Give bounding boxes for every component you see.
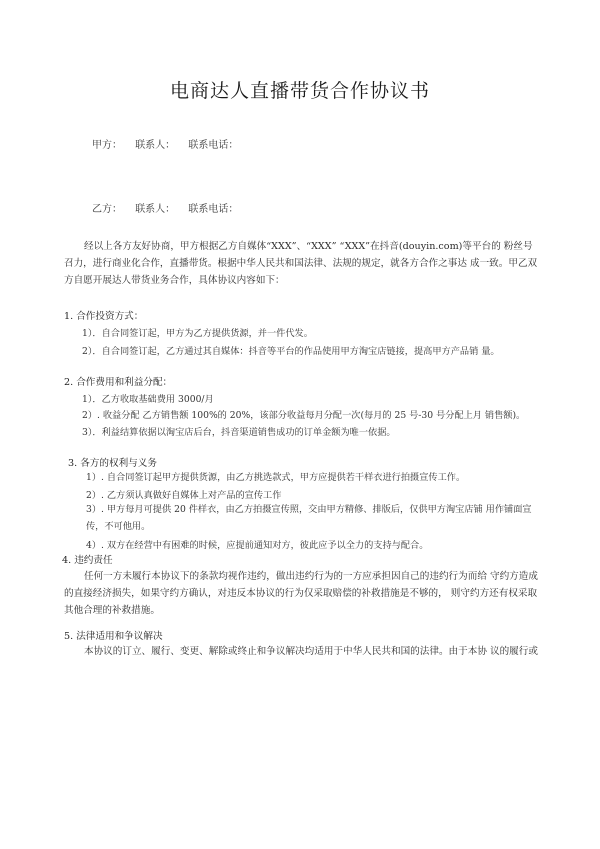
- section-1-item-2: 2）．自合同签订起，乙方通过其自媒体：抖音等平台的作品使用甲方淘宝店链接，提高甲方产品销 量。: [82, 346, 500, 357]
- party-b-label: 乙方：: [92, 204, 122, 215]
- party-a-phone-label: 联系电话：: [188, 140, 239, 151]
- section-2-heading: 2. 合作费用和利益分配：: [64, 377, 173, 388]
- section-3-item-3: 3）. 甲方每月可提供 20 件样衣，由乙方拍摄宣传照，交由甲方精修、排版后，仅供甲方淘宝店铺 用作铺面宣传，不可他用。: [86, 504, 532, 532]
- party-b-contact-label: 联系人：: [135, 204, 176, 215]
- party-b-line: [92, 200, 248, 215]
- section-1-heading: 1. 合作投资方式：: [64, 311, 144, 322]
- section-4-heading: 4. 违约责任: [62, 555, 113, 566]
- section-3-heading: 3. 各方的权利与义务: [68, 458, 157, 469]
- section-5-heading: 5. 法律适用和争议解决: [64, 631, 163, 642]
- section-5-body: 本协议的订立、履行、变更、解除或终止和争议解决均适用于中华人民共和国的法律。由于本协 议的履行或: [84, 646, 538, 657]
- section-2-item-1: 1）．乙方收取基础费用 3000/月: [82, 394, 214, 405]
- section-4-body: 任何一方未履行本协议下的条款均视作违约，做出违约行为的一方应承担因自己的违约行为而给 守约方造成的直接经济损失，如果守约方确认，对违反本协议的行为仅采取赔偿的补救措施是不够的， 则守约方还有权采取其他合理的补救措施。: [64, 571, 538, 616]
- party-b-phone-label: 联系电话：: [188, 204, 239, 215]
- section-1-item-1: 1）．自合同签订起，甲方为乙方提供货源，并一件代发。: [82, 328, 313, 339]
- party-a-line: [92, 136, 248, 151]
- section-3-item-2: 2）. 乙方须认真做好自媒体上对产品的宣传工作: [86, 490, 282, 501]
- section-2-item-2: 2）. 收益分配 乙方销售额 100%的 20%，该部分收益每月分配一次(每月的 25 号-30 号分配上月 销售额)。: [82, 410, 526, 421]
- intro-paragraph: 经以上各方友好协商，甲方根据乙方自媒体“XXX”、“XXX” “XXX”在抖音(douyin.com)等平台的 粉丝号召力，进行商业化合作，直播带货。根据中华人民共和国法律、法规的规定，就各方合作之事达 成一致。甲乙双方自愿开展达人带货业务合作，具体协议内容如下：: [64, 241, 538, 286]
- section-2-item-3: 3）．利益结算依据以淘宝店后台，抖音渠道销售成功的订单金额为唯一依据。: [82, 427, 396, 438]
- section-3-item-4: 4）. 双方在经营中有困难的时候，应提前通知对方，彼此应予以全力的支持与配合。: [86, 540, 429, 551]
- party-a-label: 甲方：: [92, 140, 122, 151]
- section-3-item-1: 1）. 自合同签订起甲方提供货源，由乙方挑选款式，甲方应提供若干样衣进行拍摄宣传工作。: [86, 472, 466, 483]
- document-title: 电商达人直播带货合作协议书: [169, 80, 430, 102]
- party-a-contact-label: 联系人：: [135, 140, 176, 151]
